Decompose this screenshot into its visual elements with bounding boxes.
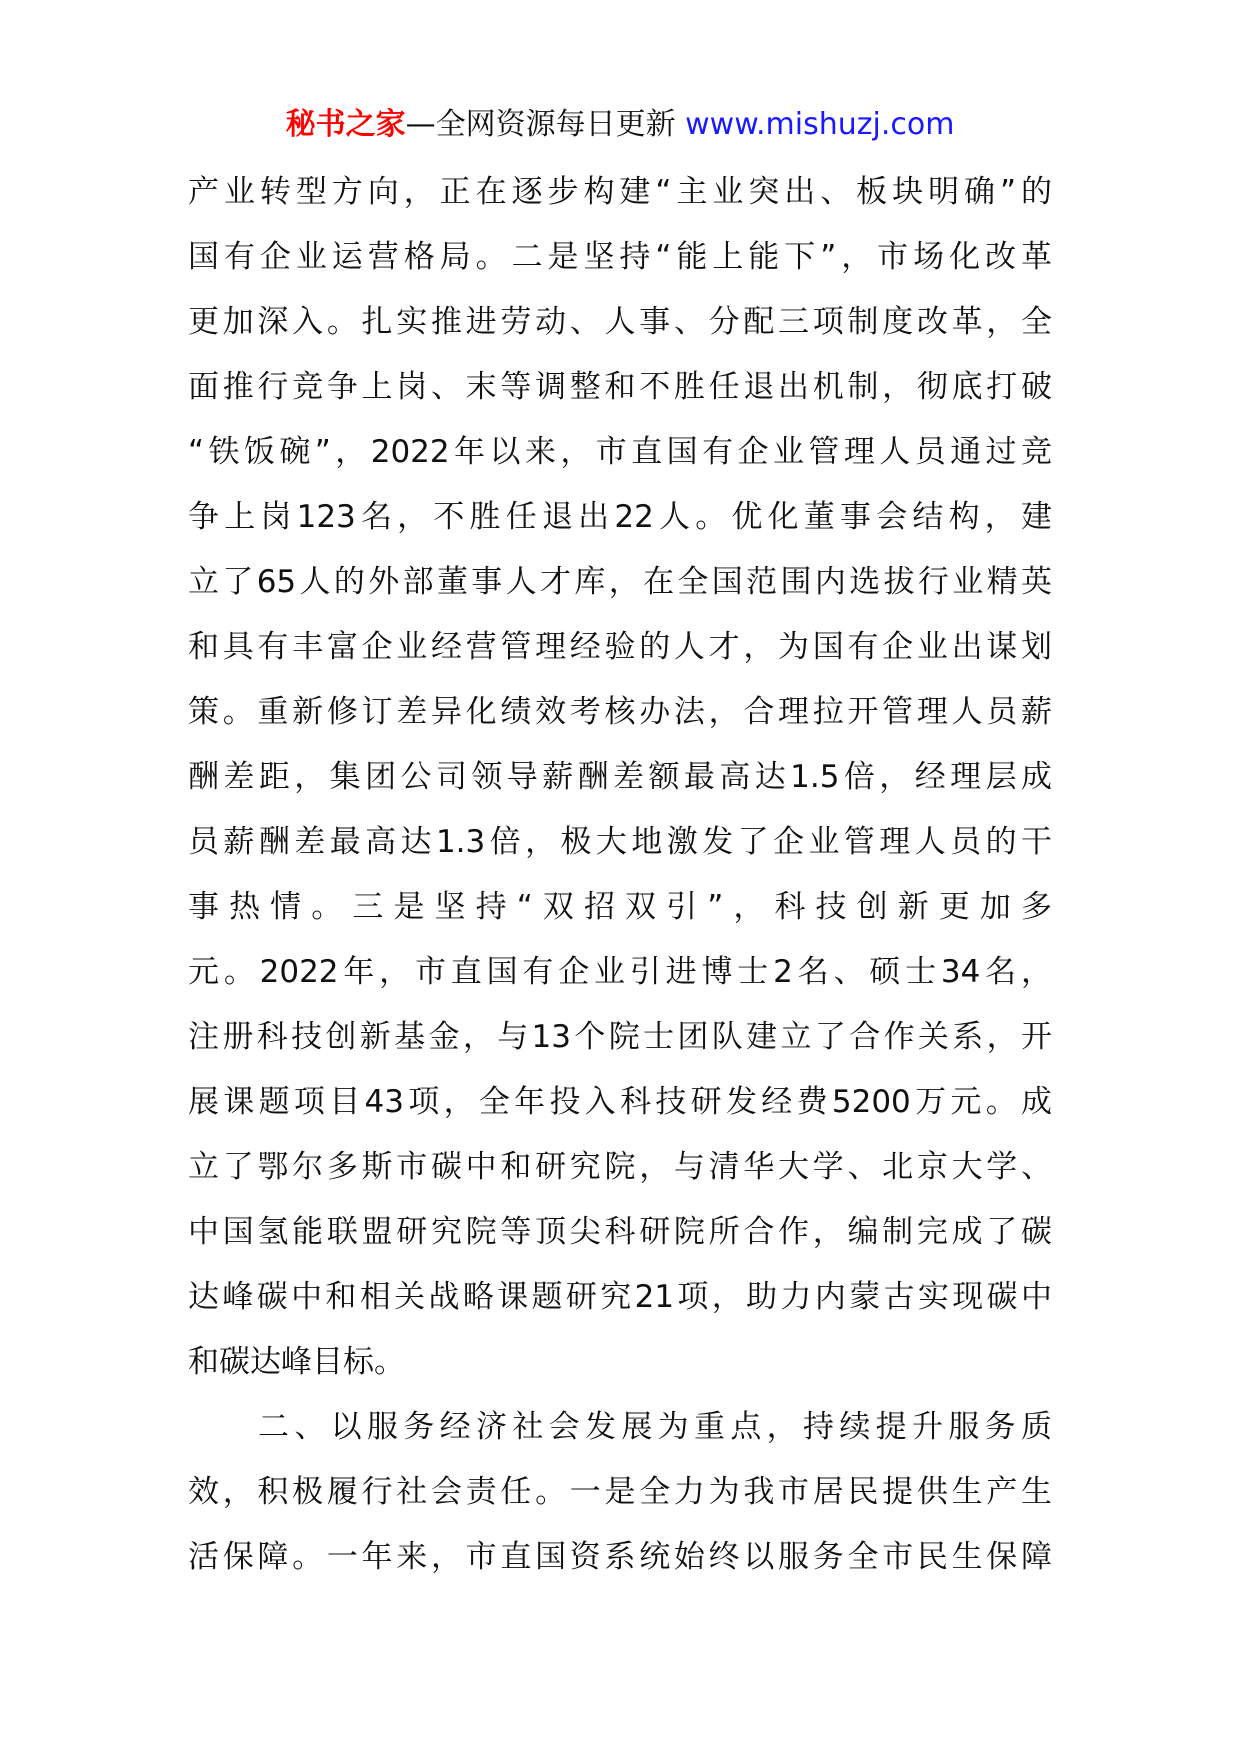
text-line: 更加深入。扎实推进劳动、人事、分配三项制度改革，全 (188, 304, 1052, 340)
text-line: 达峰碳中和相关战略课题研究21项，助力内蒙古实现碳中 (188, 1279, 1052, 1315)
site-brand: 秘书之家 (285, 107, 406, 142)
text-line: 事热情。三是坚持“双招双引”，科技创新更加多 (188, 889, 1052, 925)
section-heading-line: 二、以服务经济社会发展为重点，持续提升服务质 (258, 1409, 1052, 1445)
text-line: 注册科技创新基金，与13个院士团队建立了合作关系，开 (188, 1019, 1052, 1055)
text-line: 酬差距，集团公司领导薪酬差额最高达1.5倍，经理层成 (188, 759, 1052, 795)
text-line: 和具有丰富企业经营管理经验的人才，为国有企业出谋划 (188, 629, 1052, 665)
text-line: 国有企业运营格局。二是坚持“能上能下”，市场化改革 (188, 239, 1052, 275)
text-line: 产业转型方向，正在逐步构建“主业突出、板块明确”的 (188, 174, 1052, 210)
text-line: 争上岗123名，不胜任退出22人。优化董事会结构，建 (188, 499, 1052, 535)
text-line: 展课题项目43项，全年投入科技研发经费5200万元。成 (188, 1084, 1052, 1120)
site-tagline: —全网资源每日更新 (405, 107, 676, 142)
text-line: 策。重新修订差异化绩效考核办法，合理拉开管理人员薪 (188, 694, 1052, 730)
paragraph-end-line: 和碳达峰目标。 (188, 1344, 405, 1380)
text-line: 立了鄂尔多斯市碳中和研究院，与清华大学、北京大学、 (188, 1149, 1052, 1185)
text-line: 员薪酬差最高达1.3倍，极大地激发了企业管理人员的干 (188, 824, 1052, 860)
site-header (0, 100, 1240, 150)
text-line: 效，积极履行社会责任。一是全力为我市居民提供生产生 (188, 1474, 1052, 1510)
document-body (188, 160, 1052, 1590)
text-line: “铁饭碗”，2022年以来，市直国有企业管理人员通过竞 (188, 434, 1052, 470)
site-url-link[interactable]: www.mishuzj.com (685, 107, 955, 142)
text-line: 立了65人的外部董事人才库，在全国范围内选拔行业精英 (188, 564, 1052, 600)
text-line: 元。2022年，市直国有企业引进博士2名、硕士34名， (188, 954, 1052, 990)
text-line: 面推行竞争上岗、末等调整和不胜任退出机制，彻底打破 (188, 369, 1052, 405)
text-line: 中国氢能联盟研究院等顶尖科研院所合作，编制完成了碳 (188, 1214, 1052, 1250)
text-line: 活保障。一年来，市直国资系统始终以服务全市民生保障 (188, 1539, 1052, 1575)
